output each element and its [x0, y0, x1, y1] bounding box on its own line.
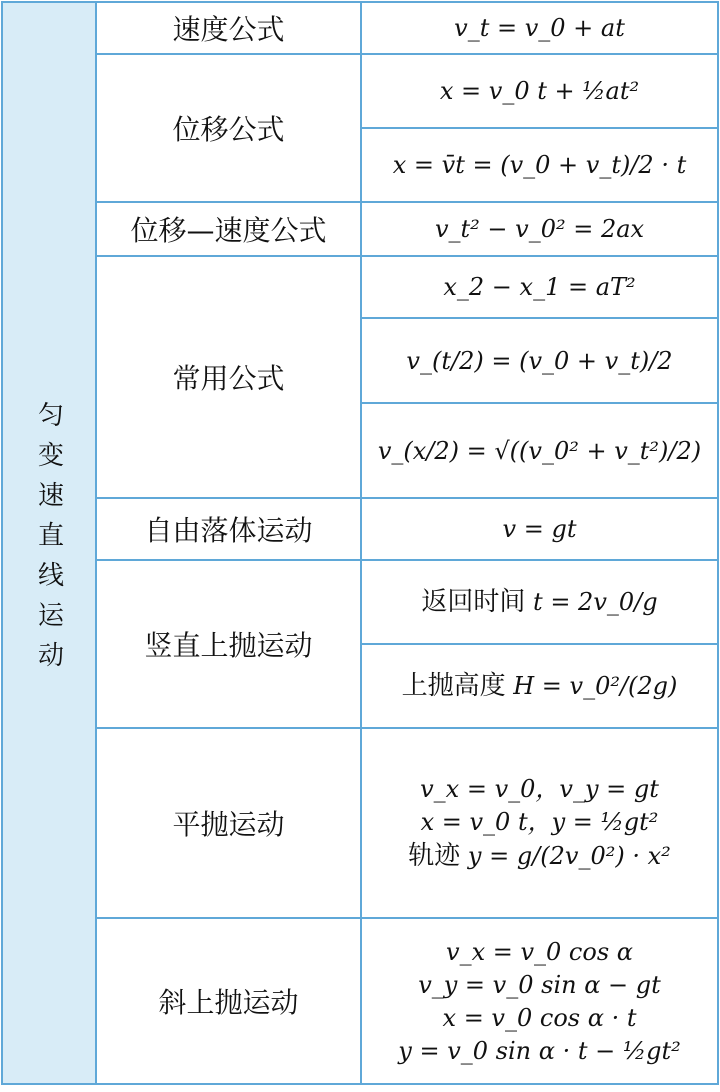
formula [361, 644, 718, 728]
formula: x = v_0 t + ½at² [361, 54, 718, 128]
formula: v = gt [361, 498, 718, 560]
row-name: 自由落体运动 [96, 498, 361, 560]
formula: v_y = v_0 sin α − gt [418, 970, 661, 999]
formula-table [1, 1, 719, 1085]
formula: x_2 − x_1 = aT² [361, 256, 718, 318]
row-name: 位移—速度公式 [96, 202, 361, 256]
formula-label: 上抛高度 [401, 670, 506, 701]
formula: x = v_0 t，y = ½gt² [420, 807, 659, 836]
formula-expr: y = g/(2v_0²) · x² [467, 841, 671, 870]
formula [362, 840, 717, 873]
formula: x = v_0 cos α · t [442, 1003, 637, 1032]
row-name: 竖直上抛运动 [96, 560, 361, 728]
row-name: 常用公式 [96, 256, 361, 498]
category-cell [2, 2, 96, 1084]
formula: v_x = v_0，v_y = gt [420, 774, 659, 803]
row-name: 速度公式 [96, 2, 361, 54]
formula [361, 560, 718, 644]
formula-group [361, 918, 718, 1084]
formula: v_x = v_0 cos α [446, 937, 633, 966]
formula: v_t² − v_0² = 2ax [361, 202, 718, 256]
category-label: 匀变速直线运动 [33, 401, 64, 681]
row-name: 平抛运动 [96, 728, 361, 918]
formula: v_(x/2) = √((v_0² + v_t²)/2) [361, 403, 718, 498]
row-name: 位移公式 [96, 54, 361, 202]
formula: v_t = v_0 + at [361, 2, 718, 54]
formula: y = v_0 sin α · t − ½gt² [398, 1036, 681, 1065]
formula-expr: t = 2v_0/g [533, 587, 658, 616]
formula-label: 轨迹 [408, 840, 461, 871]
row-name: 斜上抛运动 [96, 918, 361, 1084]
formula-group [361, 728, 718, 918]
formula-expr: H = v_0²/(2g) [513, 671, 678, 700]
formula: x = v̄t = (v_0 + v_t)/2 · t [361, 128, 718, 202]
formula: v_(t/2) = (v_0 + v_t)/2 [361, 318, 718, 403]
formula-label: 返回时间 [421, 586, 526, 617]
